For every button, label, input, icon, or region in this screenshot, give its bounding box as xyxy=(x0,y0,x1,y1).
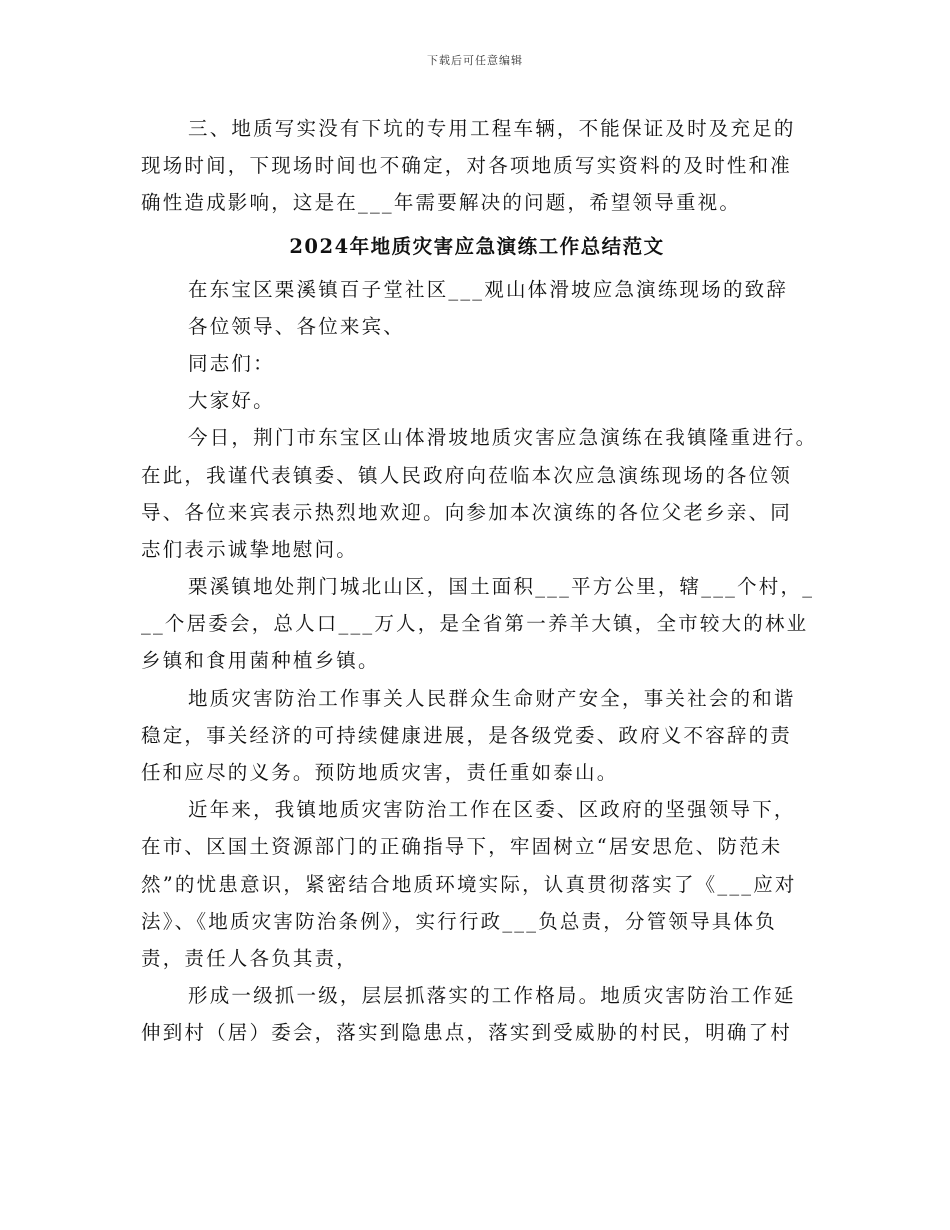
paragraph-line: 形成一级抓一级，层层抓落实的工作格局。地质灾害防治工作延 xyxy=(188,984,796,1008)
paragraph-line: 今日，荆门市东宝区山体滑坡地质灾害应急演练在我镇隆重进行。 xyxy=(188,426,818,450)
paragraph-line: 伸到村（居）委会，落实到隐患点，落实到受威胁的村民，明确了村 xyxy=(141,1021,793,1045)
paragraph-line: 三、地质写实没有下坑的专用工程车辆，不能保证及时及充足的 xyxy=(188,117,796,140)
paragraph-line: 稳定，事关经济的可持续健康进展，是各级党委、政府义不容辞的责 xyxy=(141,723,793,747)
paragraph-line: 导、各位来宾表示热烈地欢迎。向参加本次演练的各位父老乡亲、同 xyxy=(141,500,793,524)
paragraph-line: 各位领导、各位来宾、 xyxy=(188,314,406,338)
paragraph-line: 栗溪镇地处荆门城北山区，国土面积___平方公里，辖___个村，_ xyxy=(188,575,815,599)
paragraph-line: 大家好。 xyxy=(188,389,275,413)
paragraph-line: 近年来，我镇地质灾害防治工作在区委、区政府的坚强领导下， xyxy=(188,798,796,822)
paragraph-line: 确性造成影响，这是在___年需要解决的问题，希望领导重视。 xyxy=(141,191,742,215)
paragraph-line: 地质灾害防治工作事关人民群众生命财产安全，事关社会的和谐 xyxy=(188,686,796,710)
document-body xyxy=(141,110,818,1052)
paragraph-line: 然”的忧患意识，紧密结合地质环境实际，认真贯彻落实了《___应对 xyxy=(141,872,797,896)
paragraph-line: 责，责任人各负其责， xyxy=(141,946,359,970)
paragraph-line: 现场时间，下现场时间也不确定，对各项地质写实资料的及时性和准 xyxy=(141,154,793,178)
page-header-note: 下载后可任意编辑 xyxy=(427,54,523,67)
document-title: 2024年地质灾害应急演练工作总结范文 xyxy=(289,234,665,258)
paragraph-line: 志们表示诚挚地慰问。 xyxy=(141,537,359,561)
paragraph-line: __个居委会，总人口___万人，是全省第一养羊大镇，全市较大的林业 xyxy=(141,612,809,636)
paragraph-line: 在此，我谨代表镇委、镇人民政府向莅临本次应急演练现场的各位领 xyxy=(141,463,793,487)
paragraph-line: 同志们： xyxy=(188,351,275,375)
paragraph-line: 任和应尽的义务。预防地质灾害，责任重如泰山。 xyxy=(141,761,619,784)
paragraph-line: 乡镇和食用菌种植乡镇。 xyxy=(141,649,380,673)
paragraph-line: 在市、区国土资源部门的正确指导下，牢固树立“居安思危、防范未 xyxy=(141,835,783,859)
paragraph-line: 法》、《地质灾害防治条例》，实行行政___负总责，分管领导具体负 xyxy=(141,909,777,933)
paragraph-line: 在东宝区栗溪镇百子堂社区___观山体滑坡应急演练现场的致辞 xyxy=(188,277,789,301)
